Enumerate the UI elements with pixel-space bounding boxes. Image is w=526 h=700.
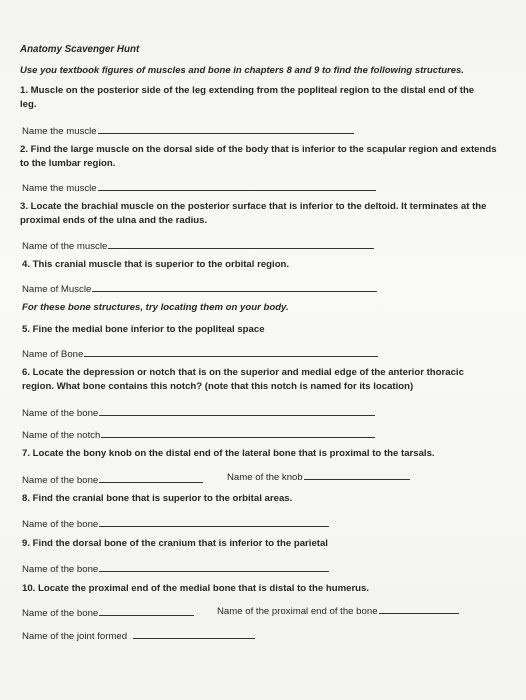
question-6-answer-row-1 — [22, 406, 375, 420]
question-2-answer-blank[interactable] — [98, 181, 376, 191]
question-8-text: 8. Find the cranial bone that is superior to the orbital areas. — [22, 493, 293, 504]
question-6-answer-label-1: Name of the bone — [22, 408, 99, 419]
question-2-answer-row — [22, 181, 376, 195]
question-3-text-cont: proximal ends of the ulna and the radius. — [20, 215, 208, 226]
question-1-text: 1. Muscle on the posterior side of the leg extending from the popliteal region to the distal end of the — [20, 85, 475, 96]
question-2-text: 2. Find the large muscle on the dorsal side of the body that is inferior to the scapular region and extends — [20, 144, 497, 155]
question-7-answer-label-2: Name of the knob — [227, 472, 303, 483]
question-3-answer-blank[interactable] — [108, 239, 374, 249]
question-1-text-cont: leg. — [20, 99, 37, 110]
worksheet-title: Anatomy Scavenger Hunt — [20, 44, 140, 55]
question-3-answer-row — [22, 239, 374, 253]
question-9-answer-blank[interactable] — [99, 562, 329, 572]
question-7-answer-blank-1[interactable] — [99, 473, 203, 483]
question-5-answer-row — [22, 347, 378, 361]
question-3-answer-label: Name of the muscle — [22, 241, 108, 252]
question-3-text: 3. Locate the brachial muscle on the posterior surface that is inferior to the deltoid. It terminates at the — [20, 201, 487, 212]
question-6-answer-row-2 — [22, 428, 375, 442]
question-7-answer-row-2 — [227, 470, 410, 484]
question-4-answer-blank[interactable] — [92, 282, 377, 292]
question-10-answer-row-1 — [22, 606, 194, 620]
question-10-answer-label-2: Name of the proximal end of the bone — [217, 606, 378, 617]
question-8-answer-blank[interactable] — [99, 517, 329, 527]
question-2-text-cont: to the lumbar region. — [20, 158, 116, 169]
question-4-answer-row — [22, 282, 377, 296]
question-9-answer-label: Name of the bone — [22, 564, 99, 575]
question-6-answer-label-2: Name of the notch — [22, 430, 101, 441]
question-2-answer-label: Name the muscle — [22, 183, 97, 194]
question-5-answer-label: Name of Bone — [22, 349, 84, 360]
question-8-answer-row — [22, 517, 329, 531]
question-10-answer-blank-1[interactable] — [99, 606, 194, 616]
question-10-answer-row-2 — [217, 604, 459, 618]
question-1-answer-blank[interactable] — [98, 124, 354, 134]
question-10-text: 10. Locate the proximal end of the medial bone that is distal to the humerus. — [22, 583, 370, 594]
question-5-text: 5. Fine the medial bone inferior to the popliteal space — [22, 324, 265, 335]
question-7-text: 7. Locate the bony knob on the distal end of the lateral bone that is proximal to the tarsals. — [22, 448, 435, 459]
question-6-answer-blank-2[interactable] — [101, 428, 375, 438]
question-1-answer-row — [22, 124, 354, 138]
question-6-text: 6. Locate the depression or notch that is on the superior and medial edge of the anterior thoracic — [22, 367, 464, 378]
question-10-answer-label-3: Name of the joint formed — [22, 631, 128, 642]
question-7-answer-label-1: Name of the bone — [22, 475, 99, 486]
question-10-answer-blank-3[interactable] — [133, 629, 255, 639]
question-7-answer-row-1 — [22, 473, 203, 487]
question-4-text: 4. This cranial muscle that is superior to the orbital region. — [22, 259, 290, 270]
question-10-answer-blank-2[interactable] — [379, 604, 459, 614]
instructions: Use you textbook figures of muscles and bone in chapters 8 and 9 to find the following structures. — [20, 65, 464, 76]
question-9-text: 9. Find the dorsal bone of the cranium that is inferior to the parietal — [22, 538, 328, 549]
question-8-answer-label: Name of the bone — [22, 519, 99, 530]
section-heading-bones: For these bone structures, try locating them on your body. — [22, 302, 289, 313]
question-6-answer-blank-1[interactable] — [99, 406, 375, 416]
question-10-answer-label-1: Name of the bone — [22, 608, 99, 619]
question-5-answer-blank[interactable] — [84, 347, 378, 357]
question-1-answer-label: Name the muscle — [22, 126, 97, 137]
question-4-answer-label: Name of Muscle — [22, 284, 92, 295]
question-7-answer-blank-2[interactable] — [304, 470, 410, 480]
question-9-answer-row — [22, 562, 329, 576]
question-10-answer-row-3 — [22, 629, 255, 643]
question-6-text-cont: region. What bone contains this notch? (note that this notch is named for its location) — [22, 381, 414, 392]
